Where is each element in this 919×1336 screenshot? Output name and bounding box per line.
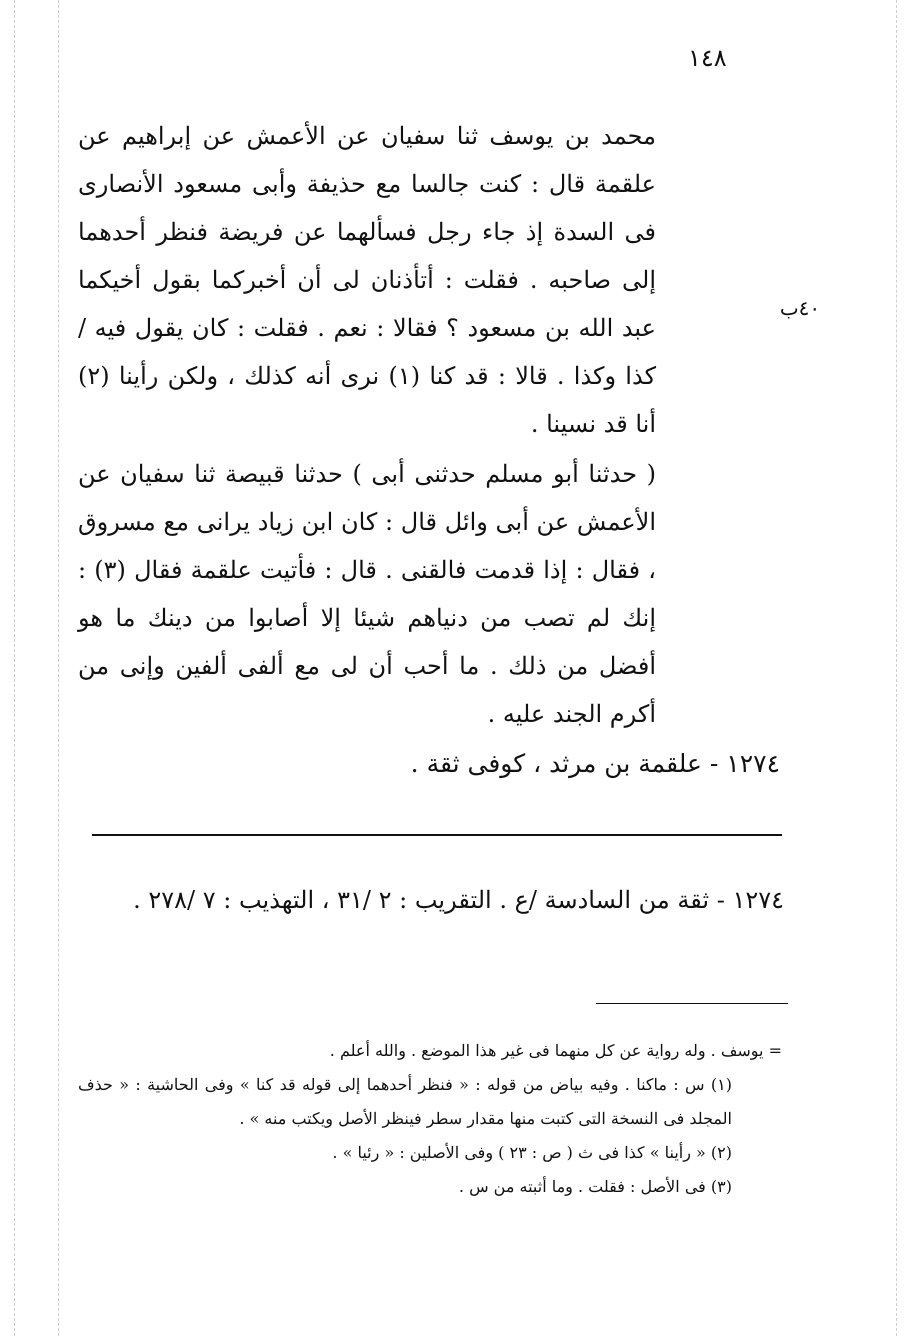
biography-note: ١٢٧٤ - ثقة من السادسة /ع . التقريب : ٢ /٣١ ، التهذيب : ٧ /٢٧٨ . (133, 886, 784, 914)
footnote-3: (٣) فى الأصل : فقلت . وما أثبته من س . (458, 1177, 732, 1196)
folio-margin-note: ٤٠ب (779, 296, 821, 320)
footnote-1: (١) س : ماكنا . وفيه بياض من قوله : « فنظر أحدهما إلى قوله قد كنا » وفى الحاشية : « حذف المجلد فى النسخة التى كتبت منها مقدار سطر فينظر الأصل ويكتب منه » . (78, 1075, 732, 1128)
main-text-paragraph-2 (78, 450, 656, 738)
entry-heading: ١٢٧٤ - علقمة بن مرثد ، كوفى ثقة . (410, 749, 780, 778)
main-text-paragraph-1 (78, 112, 656, 448)
scan-edge-line-right (896, 0, 897, 1336)
footnote-2: (٢) « رأينا » كذا فى ث ( ص : ٢٣ ) وفى الأصلين : « رئيا » . (332, 1143, 732, 1162)
section-divider (92, 834, 782, 836)
page-number: ١٤٨ (688, 44, 727, 72)
paragraph-text: ( حدثنا أبو مسلم حدثنى أبى ) حدثنا قبيصة ثنا سفيان عن الأعمش عن أبى وائل قال : كان ابن زياد يرانى مع مسروق ، فقال : إذا قدمت فالقنى . قال : فأتيت علقمة فقال (٣) : إنك لم تصب من دنياهم شيئا إلا أصابوا من دينك ما هو أفضل من ذلك . ما أحب أن لى مع ألفى ألفين وإنى من أكرم الجند عليه . (78, 460, 657, 728)
footnote-continued: = يوسف . وله رواية عن كل منهما فى غير هذا الموضع . والله أعلم . (329, 1041, 782, 1060)
footnotes (78, 1034, 790, 1204)
scan-edge-line-left (14, 0, 15, 1336)
scan-edge-line-left-inner (58, 0, 59, 1336)
footnote-divider (596, 1003, 788, 1004)
paragraph-text: محمد بن يوسف ثنا سفيان عن الأعمش عن إبراهيم عن علقمة قال : كنت جالسا مع حذيفة وأبى مسعود الأنصارى فى السدة إذ جاء رجل فسألهما عن فريضة فنظر أحدهما إلى صاحبه . فقلت : أتأذنان لى أن أخبركما بقول أخيكما عبد الله بن مسعود ؟ فقالا : نعم . فقلت : كان يقول فيه / كذا وكذا . قالا : قد كنا (١) نرى أنه كذلك ، ولكن رأينا (٢) أنا قد نسينا . (78, 122, 656, 438)
